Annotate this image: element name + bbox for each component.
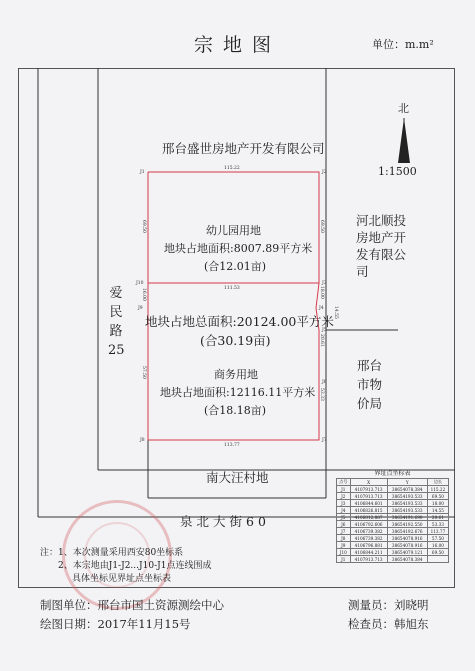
table-cell: J7 [337,528,351,535]
total-area: 地块占地总面积:20124.00平方米 [145,314,334,329]
point-j3: J3 [322,281,327,286]
neighbor-east-2: 邢台市物价局 [357,358,383,411]
table-cell: 38654192.676 [387,528,427,535]
table-cell: 4106739.382 [350,535,387,542]
table-cell: 113.77 [427,528,448,535]
table-cell: 57.50 [427,535,448,542]
point-j1: J1 [140,170,145,175]
table-cell: 18.00 [427,500,448,507]
north-arrow-icon [398,118,410,163]
edge-right-upper: 69.50 [319,220,324,233]
table-cell: 38654078.916 [387,535,427,542]
note-3: 具体坐标见界址点坐标表 [72,574,172,584]
note-1: 注：1、本次测量采用西安80坐标系 [40,548,184,558]
table-row [337,514,449,521]
table-cell: 4106826.815 [350,507,387,514]
table-cell: 38654193.533 [387,500,427,507]
kindergarten-area: 地块占地面积:8007.89平方米 [164,242,313,255]
edge-top: 115.22 [224,166,240,171]
table-cell: 4106792.606 [350,521,387,528]
point-j7: J7 [322,438,327,443]
table-row [337,500,449,507]
point-j8: J8 [140,438,145,443]
table-cell: J10 [337,549,351,556]
edge-right-mid1: 18.00 [319,286,324,299]
table-cell: 38654078.384 [387,556,427,563]
table-row [337,507,449,514]
scale-label: 1:1500 [378,165,417,178]
table-cell: 38654078.384 [387,486,427,493]
point-j5: J5 [322,328,327,333]
coordinate-table-header [337,479,449,486]
point-j4: J4 [319,306,324,311]
table-cell: J6 [337,521,351,528]
table-cell: 38654192.550 [387,521,427,528]
coordinate-table-grid [336,478,449,563]
table-cell: 69.50 [427,493,448,500]
table-cell: 16.00 [427,542,448,549]
table-row [337,486,449,493]
coordinate-table-title: 界址点坐标表 [374,470,411,477]
table-cell: 4106812.887 [350,514,387,521]
unit-label: 单位：m.m² [372,38,434,51]
table-cell: J5 [337,514,351,521]
north-label: 北 [398,102,409,115]
edge-bottom: 113.77 [224,443,240,448]
footer-maker: 制图单位：邢台市国土资源测绘中心 [40,598,224,612]
table-cell: 4107913.713 [350,493,387,500]
table-cell: 4106844.211 [350,549,387,556]
table-cell: 38654193.533 [387,493,427,500]
table-cell: 4107913.713 [350,556,387,563]
table-row [337,556,449,563]
table-cell: J9 [337,542,351,549]
table-cell: J8 [337,535,351,542]
table-cell [427,556,448,563]
edge-right-mid3: 20.61 [319,334,324,347]
header-cell: X [350,479,387,486]
commercial-area: 地块占地面积:12116.11平方米 [160,386,316,399]
table-row [337,535,449,542]
point-j2: J2 [322,170,327,175]
footer-date: 绘图日期：2017年11月15号 [40,617,191,631]
table-row [337,542,449,549]
table-cell: 38654078.916 [387,542,427,549]
footer-surveyor: 测量员：刘晓明 [348,598,429,612]
table-cell: 4106844.601 [350,500,387,507]
table-cell: 38654193.533 [387,507,427,514]
table-cell: 38654079.121 [387,549,427,556]
coordinate-table [336,468,449,563]
table-row [337,493,449,500]
table-cell: J1 [337,486,351,493]
edge-left-upper: 69.50 [141,220,146,233]
header-cell: 边长 [427,479,448,486]
header-cell: Y [387,479,427,486]
table-row [337,521,449,528]
point-j10: J10 [136,281,144,286]
total-mu: (合30.19亩) [200,333,271,348]
edge-right-lower: 53.33 [319,388,324,401]
note-2: 2、本宗地由J1-J2...J10-J1点连线围成 [58,561,212,571]
table-cell: J1 [337,556,351,563]
footer-checker: 检查员：韩旭东 [348,617,429,631]
table-cell: J4 [337,507,351,514]
table-cell: 69.50 [427,549,448,556]
edge-mid-line: 111.53 [224,286,240,291]
map-title: 宗地图 [193,34,281,56]
commercial-name: 商务用地 [214,368,258,381]
neighbor-north: 邢台盛世房地产开发有限公司 [162,141,325,156]
edge-right-mid2: 14.55 [333,306,338,319]
table-cell: 115.22 [427,486,448,493]
table-cell: 53.33 [427,521,448,528]
table-cell: 14.55 [427,507,448,514]
table-cell: 4106739.382 [350,528,387,535]
table-row [337,528,449,535]
table-cell: 4106796.881 [350,542,387,549]
table-cell: 4107913.713 [350,486,387,493]
edge-left-mid: 16.00 [141,288,146,301]
kindergarten-mu: (合12.01亩) [204,260,267,273]
table-cell: J2 [337,493,351,500]
neighbor-south: 南大汪村地 [206,470,269,485]
road-west-label: 爱民路25 [108,286,125,358]
edge-left-lower: 57.50 [141,366,146,379]
point-j6: J6 [322,380,327,385]
table-row [337,549,449,556]
point-j9: J9 [138,306,143,311]
commercial-mu: (合18.18亩) [204,404,267,417]
table-cell: J3 [337,500,351,507]
neighbor-east-1: 河北顺投房地产开发有限公司 [356,213,407,279]
table-cell: 38654191.690 [387,514,427,521]
kindergarten-name: 幼儿园用地 [206,224,261,237]
header-cell: 点号 [337,479,351,486]
table-cell: 20.61 [427,514,448,521]
street-south: 泉北大街60 [180,514,270,529]
